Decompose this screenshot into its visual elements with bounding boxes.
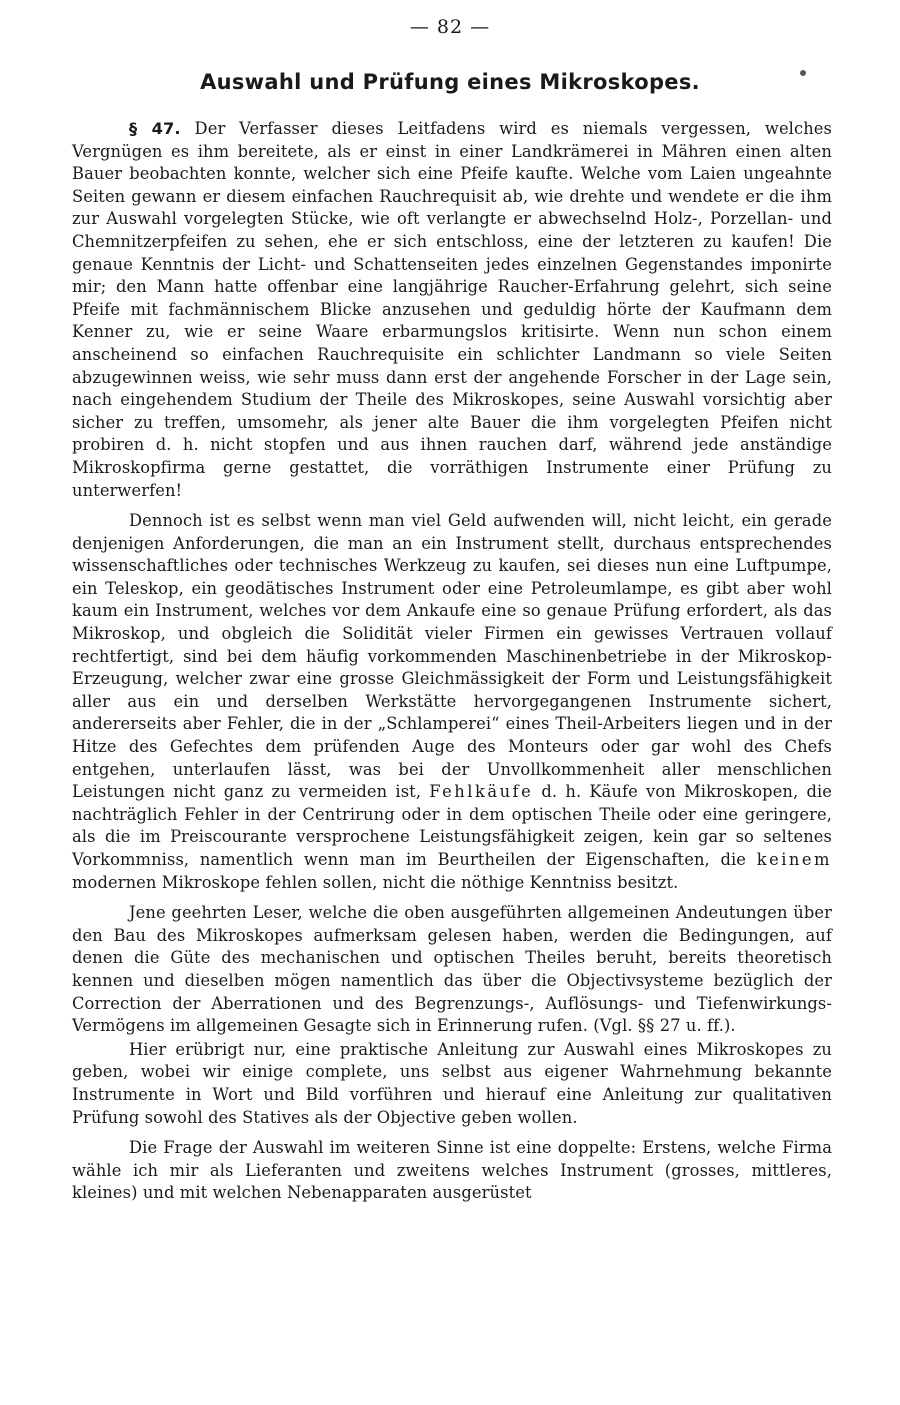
body-text [72, 118, 832, 1205]
page-number: — 82 — [409, 16, 491, 38]
paragraph-2-text-end: modernen Mikroskope fehlen sollen, nicht die nöthige Kenntniss besitzt. [72, 872, 679, 892]
paragraph-2 [72, 510, 832, 894]
paragraph-4: Hier erübrigt nur, eine praktische Anleitung zur Auswahl eines Mikroskopes zu geben, wobei wir einige complete, uns selbst aus eigener Wahrnehmung bekannte Instrumente in Wort und Bild vorführen und hierauf eine Anleitung zur qualitativen Prüfung sowohl des Statives als der Objective geben wollen. [72, 1039, 832, 1127]
paragraph-1 [72, 118, 832, 502]
paragraph-5: Die Frage der Auswahl im weiteren Sinne ist eine doppelte: Erstens, welche Firma wähle ich mir als Lieferanten und zweitens welches Instrument (grosses, mittleres, kleines) und mit welchen Nebenapparaten ausgerüstet [72, 1138, 832, 1203]
spaced-term-fehlkaeufe: Fehlkäufe [429, 782, 534, 802]
section-mark: § 47. [129, 119, 181, 138]
page-title: Auswahl und Prüfung eines Mikroskopes. [200, 70, 700, 94]
paragraph-1-text: Der Verfasser dieses Leitfadens wird es niemals vergessen, welches Vergnügen es ihm bereitete, als er einst in einer Landkrämerei in Mähren einen alten Bauer beobachten konnte, welcher sich eine Pfeife kaufte. Welche vom Laien ungeahnte Seiten gewann er diesem einfachen Rauchrequisit ab, wie drehte und wendete er die ihm zur Auswahl vorgelegten Stücke, wie oft verlangte er abwechselnd Holz-, Porzellan- und Chemnitzerpfeifen zu sehen, ehe er sich entschloss, eine der letzteren zu kaufen! Die genaue Kenntnis der Licht- und Schattenseiten jedes einzelnen Gegenstandes imponirte mir; den Mann hatte offenbar eine langjährige Raucher-Erfahrung gelehrt, sich seine Pfeife mit fachmännischem Blicke anzusehen und geduldig hörte der Kaufmann dem Kenner zu, wie er seine Waare erbarmungslos kritisirte. Wenn nun schon einem anscheinend so einfachen Rauchrequisite ein schlichter Landmann so viele Seiten abzugewinnen weiss, wie sehr muss dann erst der angehende Forscher in der Lage sein, nach eingehendem Studium der Theile des Mikroskopes, seine Auswahl vorsichtig aber sicher zu treffen, umsomehr, als jener alte Bauer die ihm vorgelegten Pfeifen nicht probiren d. h. nicht stopfen und aus ihnen rauchen darf, während jede anständige Mikroskopfirma gerne gestattet, die vorräthigen Instrumente einer Prüfung zu unterwerfen! [72, 119, 832, 500]
spaced-word-keinem: keinem [756, 850, 832, 869]
ink-dot [800, 70, 806, 76]
paragraph-3: Jene geehrten Leser, welche die oben ausgeführten allgemeinen Andeutungen über den Bau des Mikroskopes aufmerksam gelesen haben, werden die Bedingungen, auf denen die Güte des mechanischen und optischen Theiles beruht, bereits theoretisch kennen und dieselben mögen namentlich das über die Objectivsysteme bezüglich der Correction der Aberrationen und des Begrenzungs-, Auflösungs- und Tiefenwirkungs-Vermögens im allgemeinen Gesagte sich in Erinnerung rufen. (Vgl. §§ 27 u. ff.). [72, 903, 832, 1036]
paragraph-2-text-after: d. h. Käufe von Mikroskopen, die nachträglich Fehler in der Centrirung oder in dem optischen Theile oder eine geringere, als die im Preiscourante versprochene Leistungsfähigkeit zeigen, kein gar so seltenes Vorkommniss, namentlich wenn man im Beurtheilen der Eigenschaften, die [72, 782, 833, 869]
paragraph-2-text-before: Dennoch ist es selbst wenn man viel Geld aufwenden will, nicht leicht, ein gerade denjenigen Anforderungen, die man an ein Instrument stellt, durchaus entsprechendes wissenschaftliches oder technisches Werkzeug zu kaufen, sei dieses nun eine Luftpumpe, ein Teleskop, ein geodätisches Instrument oder eine Petroleumlampe, es gibt aber wohl kaum ein Instrument, welches vor dem Ankaufe eine so genaue Prüfung erfordert, als das Mikroskop, und obgleich die Solidität vieler Firmen ein gewisses Vertrauen vollauf rechtfertigt, sind bei dem häufig vorkommenden Maschinenbetriebe in der Mikroskop-Erzeugung, welcher zwar eine grosse Gleichmässigkeit der Form und Leistungsfähigkeit aller aus ein und derselben Werkstätte hervorgegangenen Instrumente sichert, andererseits aber Fehler, die in der „Schlamperei“ eines Theil-Arbeiters liegen und in der Hitze des Gefechtes dem prüfenden Auge des Monteurs oder gar wohl des Chefs entgehen, unterlaufen lässt, was bei der Unvollkommenheit aller menschlichen Leistungen nicht ganz zu vermeiden ist, [72, 511, 832, 802]
